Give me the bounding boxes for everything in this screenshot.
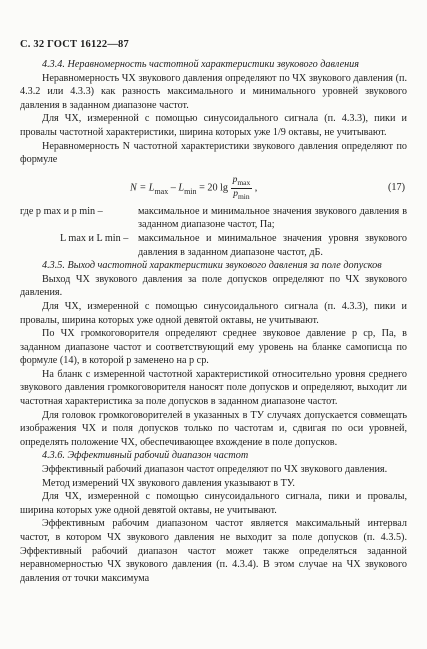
paragraph: Эффективным рабочим диапазоном частот является максимальный интервал частот, в котором ЧХ звукового давления не выходит за поле допусков (п. 4.3.5). Эффективный рабочий диапазон частот может также определяться заданной неравномерностью ЧХ звукового давления (п. 4.3.4). В этом случае на ЧХ звукового давления от точки максимума [20, 518, 407, 584]
definition-symbol: где p max и p min – [20, 205, 103, 217]
paragraph: Неравномерность ЧХ звукового давления определяют по ЧХ звукового давления (п. 4.3.2 или 4.3.3) как разность максимального и минимального уровней звукового давления в заданном диапазоне частот. [20, 72, 407, 111]
page-content [20, 58, 407, 585]
formula-fraction: $\frac{p_{max}}{p_{min}}$ [232, 174, 251, 201]
formula-number: (17) [388, 181, 405, 193]
paragraph: Для ЧХ, измеренной с помощью синусоидального сигнала (п. 4.3.3), пики и провалы, ширина которых уже одной девятой октавы, не учитывают. [20, 300, 407, 326]
paragraph: Метод измерений ЧХ звукового давления указывают в ТУ. [42, 477, 295, 489]
formula-17 [20, 169, 407, 203]
paragraph: Выход ЧХ звукового давления за поле допусков определяют по ЧХ звукового давления. [20, 273, 407, 299]
paragraph: Эффективный рабочий диапазон частот определяют по ЧХ звукового давления. [42, 464, 388, 476]
formula-definitions [20, 205, 407, 259]
paragraph: Для ЧХ, измеренной с помощью синусоидального сигнала, пики и провалы, ширина которых уже одной девятой октавы, не учитывают. [20, 491, 407, 516]
paragraph: Для головок громкоговорителей в указанных в ТУ случаях допускается совмещать изображения ЧХ и поля допусков только по частотам и, сдвигая по оси уровней, определять положение ЧХ, обеспечивающее вхождение в поле допусков. [20, 409, 407, 448]
definition-text: максимальное и минимальное значения уровня звукового давления в заданном диапазоне частот, дБ. [138, 232, 407, 258]
definition-row [20, 205, 407, 232]
section-4-3-6-title: 4.3.6. Эффективный рабочий диапазон частот [42, 450, 249, 462]
paragraph: На бланк с измеренной частотной характеристикой относительно уровня среднего звукового давления громкоговорителя наносят поле допусков и определяют, выходит ли частотная характеристика за поле допусков в заданном диапазоне частот. [20, 368, 407, 408]
definition-text: максимальное и минимальное значения звукового давления в заданном диапазоне частот, Па; [138, 205, 407, 231]
definition-symbol: L max и L min – [60, 232, 129, 244]
paragraph: Для ЧХ, измеренной с помощью синусоидального сигнала (п. 4.3.3), пики и провалы частотной характеристики, ширина которых уже 1/9 октавы, не учитывают. [20, 113, 407, 138]
paragraph: Неравномерность N частотной характеристики звукового давления определяют по формуле [20, 140, 407, 166]
definition-row [20, 232, 407, 259]
paragraph: По ЧХ громкоговорителя определяют среднее звуковое давление p ср, Па, в заданном диапазоне частот и соответствующий ему уровень на бланке самописца по формуле (14), в которой p заменено на p ср. [20, 328, 407, 367]
section-4-3-5-title: 4.3.5. Выход частотной характеристики звукового давления за поле допусков [42, 260, 382, 272]
section-4-3-4-title: 4.3.4. Неравномерность частотной характеристики звукового давления [42, 59, 360, 70]
formula-body: $N = L_{max} - L_{min} = 20$ lg $\frac{p_{max}}{p_{min}}$ , [130, 174, 258, 201]
page-header: С. 32 ГОСТ 16122—87 [20, 39, 129, 50]
